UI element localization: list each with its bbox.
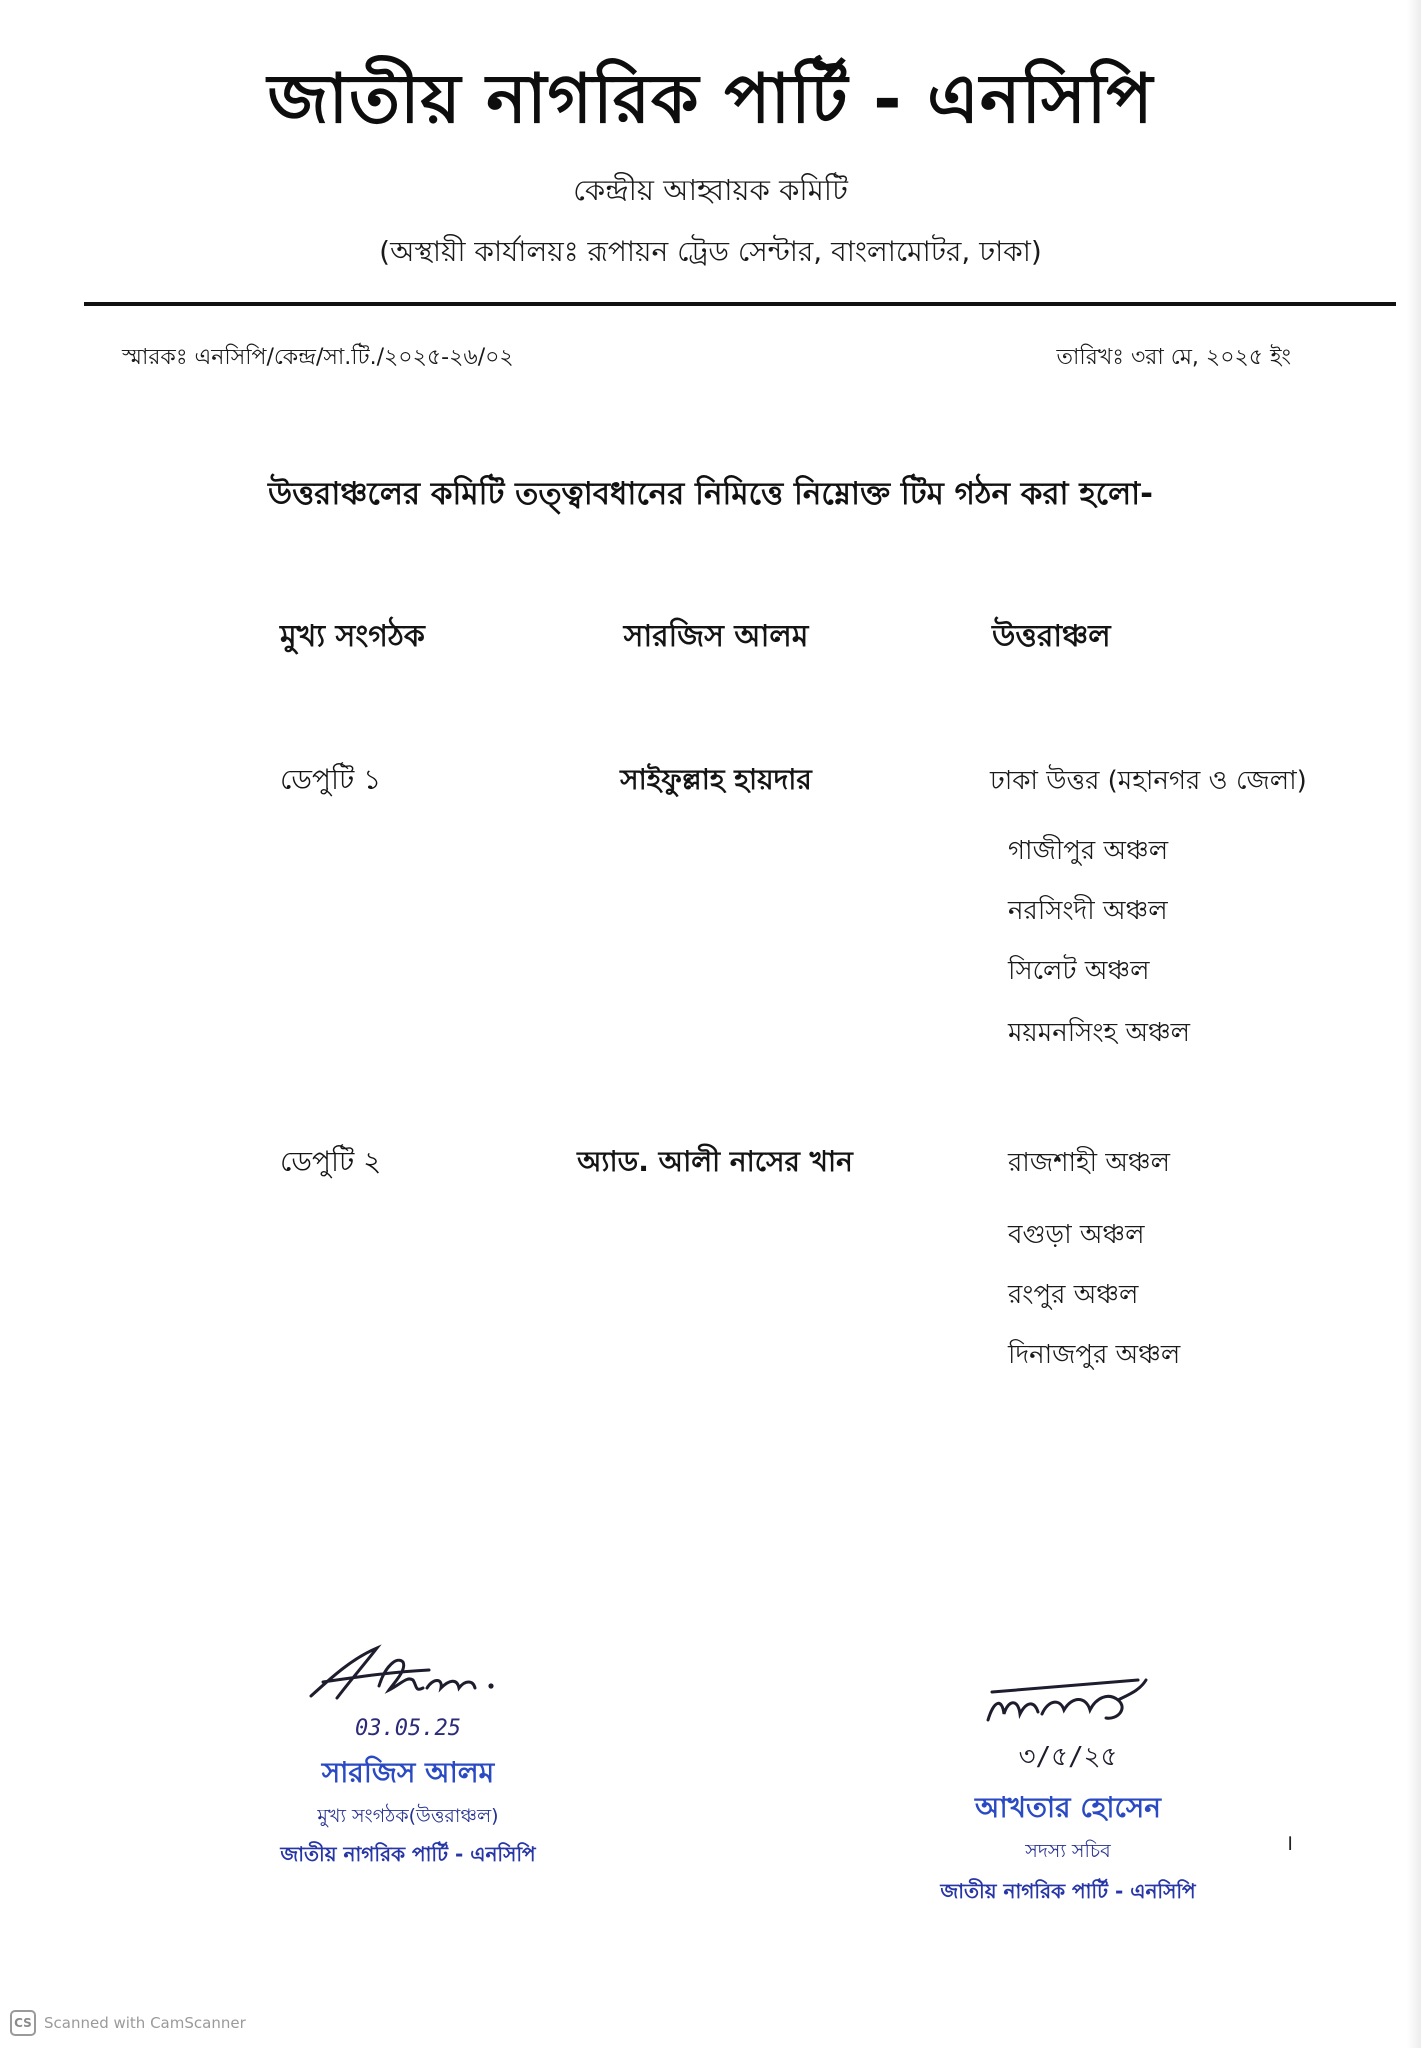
signatory-org-left: জাতীয় নাগরিক পার্টি - এনসিপি xyxy=(280,1842,536,1866)
signature-date-right: ৩/৫/২৫ xyxy=(1018,1742,1118,1772)
page-end-mark: । xyxy=(1285,1831,1294,1856)
signature-scribble-right xyxy=(968,1670,1168,1740)
lead-role: মুখ্য সংগঠক xyxy=(280,619,425,654)
signatory-org-right: জাতীয় নাগরিক পার্টি - এনসিপি xyxy=(940,1879,1196,1903)
deputy-2-area: বগুড়া অঞ্চল xyxy=(1008,1220,1145,1250)
signature-scribble-left xyxy=(293,1636,523,1712)
deputy-1-area: গাজীপুর অঞ্চল xyxy=(1008,836,1169,866)
scanner-watermark-text: Scanned with CamScanner xyxy=(44,2014,246,2032)
memo-date: তারিখঃ ৩রা মে, ২০২৫ ইং xyxy=(1056,345,1291,370)
deputy-1-area: নরসিংদী অঞ্চল xyxy=(1008,896,1168,926)
deputy-1-area: ঢাকা উত্তর (মহানগর ও জেলা) xyxy=(990,766,1307,796)
signatory-designation-right: সদস্য সচিব xyxy=(1025,1840,1111,1862)
deputy-1-area: সিলেট অঞ্চল xyxy=(1008,956,1150,986)
scanner-footer xyxy=(10,2010,246,2036)
deputy-2-area: দিনাজপুর অঞ্চল xyxy=(1008,1340,1181,1370)
signature-block-right xyxy=(898,1670,1238,1910)
deputy-2-role: ডেপুটি ২ xyxy=(280,1145,382,1178)
letterhead-divider xyxy=(84,302,1396,306)
scan-edge-shadow xyxy=(1407,0,1421,2048)
deputy-1-name: সাইফুল্লাহ হায়দার xyxy=(620,763,812,796)
signatory-name-right: আখতার হোসেন xyxy=(975,1791,1161,1824)
signatory-designation-left: মুখ্য সংগঠক(উত্তরাঞ্চল) xyxy=(317,1805,499,1827)
notice-heading: উত্তরাঞ্চলের কমিটি তত্ত্বাবধানের নিমিত্তে নিম্নোক্ত টিম গঠন করা হলো- xyxy=(267,476,1154,512)
deputy-2-name: অ্যাড. আলী নাসের খান xyxy=(577,1145,853,1178)
party-title: জাতীয় নাগরিক পার্টি - এনসিপি xyxy=(267,60,1154,139)
signature-block-left xyxy=(248,1636,568,1873)
lead-area: উত্তরাঞ্চল xyxy=(992,619,1111,654)
memo-reference: স্মারকঃ এনসিপি/কেন্দ্র/সা.টি./২০২৫-২৬/০২ xyxy=(122,345,514,370)
deputy-2-area: রাজশাহী অঞ্চল xyxy=(1008,1148,1170,1178)
signatory-name-left: সারজিস আলম xyxy=(321,1756,495,1789)
deputy-1-role: ডেপুটি ১ xyxy=(280,763,382,796)
lead-name: সারজিস আলম xyxy=(623,619,809,654)
camscanner-logo-icon: CS xyxy=(10,2010,36,2036)
office-address: (অস্থায়ী কার্যালয়ঃ রূপায়ন ট্রেড সেন্টার, বাংলামোটর, ঢাকা) xyxy=(379,235,1042,268)
deputy-1-area: ময়মনসিংহ অঞ্চল xyxy=(1008,1018,1191,1048)
signature-date-left: 03.05.25 xyxy=(355,1716,461,1741)
committee-name: কেন্দ্রীয় আহ্বায়ক কমিটি xyxy=(573,173,848,207)
deputy-2-area: রংপুর অঞ্চল xyxy=(1008,1280,1139,1310)
